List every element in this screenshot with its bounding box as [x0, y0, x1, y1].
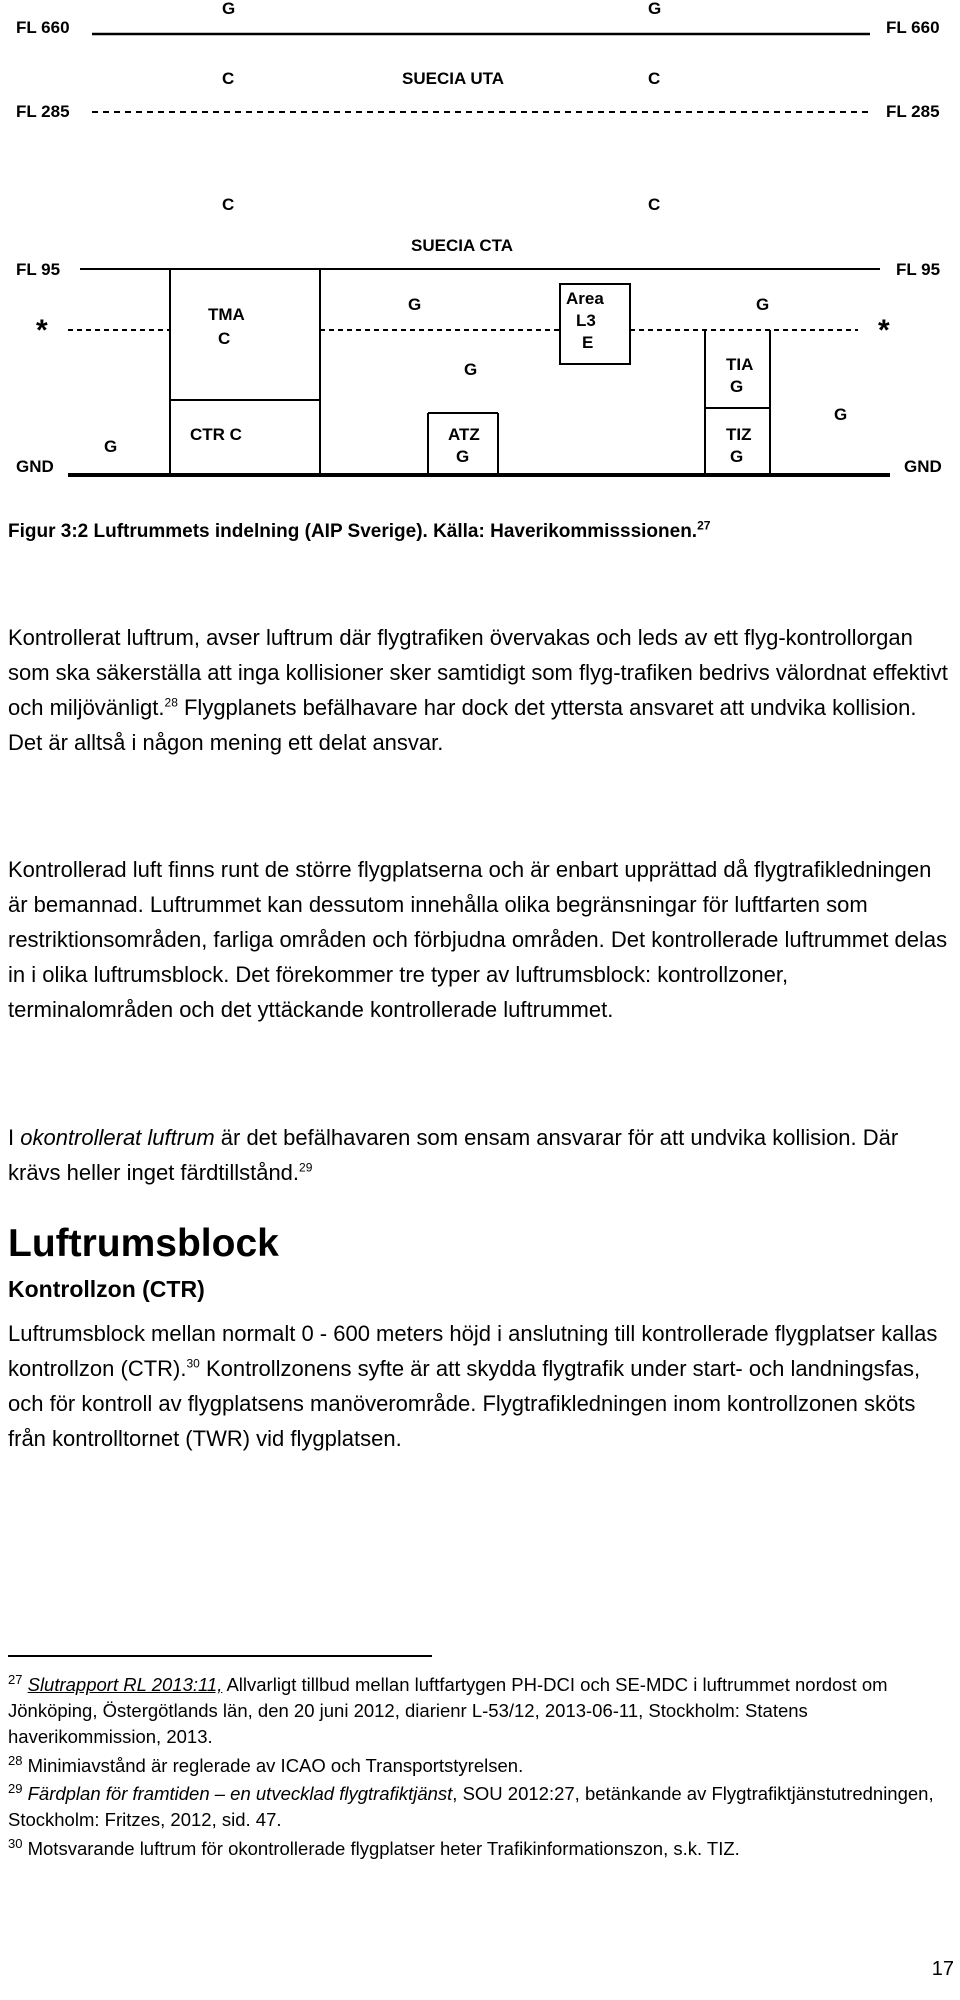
- label-fl95-right: FL 95: [896, 260, 941, 279]
- p1-text-a: Kontrollerat luftrum, avser luftrum där flygtrafiken övervakas och leds av ett flyg-kontrollorgan som ska säkerställa att inga kollisioner sker samtidigt som flyg-trafiken bedrivs välordnat effektivt och miljövänligt.: [8, 625, 948, 720]
- footnote-28-number: 28: [8, 1752, 23, 1768]
- label-suecia-cta: SUECIA CTA: [411, 236, 513, 255]
- label-c-uta-right: C: [648, 69, 661, 88]
- p3-text-b: är det befälhavaren som ensam ansvarar för att undvika kollision. Där krävs heller inget färdtillstånd.: [8, 1125, 899, 1185]
- label-g-mid: G: [464, 360, 478, 379]
- label-tma: TMA: [208, 305, 245, 324]
- label-asterisk-right: *: [878, 314, 890, 347]
- label-fl285-left: FL 285: [16, 102, 70, 121]
- caption-text: Figur 3:2 Luftrummets indelning (AIP Sverige). Källa: Haverikommisssionen.: [8, 521, 698, 542]
- label-g-top-right: G: [648, 0, 662, 18]
- label-g-cta-right: G: [756, 295, 770, 314]
- footnote-30-text: Motsvarande luftrum för okontrollerade flygplatser heter Trafikinformationszon, s.k. TIZ.: [27, 1838, 740, 1859]
- label-tiz-class: G: [730, 447, 744, 466]
- p3-text-a: I: [8, 1125, 21, 1150]
- footnote-29-number: 29: [8, 1780, 23, 1796]
- label-area: Area: [566, 289, 604, 308]
- footnote-27-text: Allvarligt tillbud mellan luftfartygen PH-DCI och SE-MDC i luftrummet nordost om Jönköping, Östergötlands län, den 20 juni 2012, diarienr L-53/12, 2013-06-11, Stockholm: Statens haverikommission, 2013.: [8, 1674, 888, 1747]
- label-fl285-right: FL 285: [886, 102, 940, 121]
- label-g-ground-left: G: [104, 437, 118, 456]
- label-gnd-right: GND: [904, 457, 942, 476]
- label-tiz: TIZ: [726, 425, 752, 444]
- footnote-ref-28: 28: [164, 695, 178, 710]
- page-number: 17: [931, 1958, 954, 1980]
- label-fl660-left: FL 660: [16, 18, 70, 37]
- label-c-cta-right: C: [648, 195, 661, 214]
- footnote-29-title: Färdplan för framtiden – en utvecklad flygtrafiktjänst: [27, 1783, 453, 1804]
- fl95-left-edge: [80, 269, 170, 400]
- label-c-uta-left: C: [222, 69, 235, 88]
- label-atz: ATZ: [448, 425, 480, 444]
- paragraph-uncontrolled-airspace: [8, 1120, 952, 1190]
- section-heading: Luftrumsblock: [8, 1222, 279, 1265]
- label-gnd-left: GND: [16, 457, 54, 476]
- label-fl660-right: FL 660: [886, 18, 940, 37]
- airspace-diagram-svg: [0, 0, 960, 500]
- paragraph-controlled-air: Kontrollerad luft finns runt de större flygplatserna och är enbart upprättad då flygtrafikledningen är bemannad. Luftrummet kan dessutom innehålla olika begränsningar för luftfarten som restriktionsområden, farliga områden och förbjudna områden. Det kontrollerade luftrummet delas in i olika luftrumsblock. Det förekommer tre typer av luftrumsblock: kontrollzoner, terminalområden och det yttäckande kontrollerade luftrummet.: [8, 857, 948, 1022]
- paragraph-controlled-airspace: [8, 620, 952, 760]
- caption-footnote-ref: 27: [697, 518, 711, 533]
- footnote-separator: [8, 1655, 432, 1657]
- label-g-right-low: G: [834, 405, 848, 424]
- figure-caption: [8, 518, 711, 543]
- footnote-29: [8, 1781, 952, 1833]
- p4-text-a: Luftrumsblock mellan normalt 0 - 600 meters höjd i anslutning till kontrollerade flygplatser kallas kontrollzon (CTR).: [8, 1321, 938, 1381]
- p4-text-b: Kontrollzonens syfte är att skydda flygtrafik under start- och landningsfas, och för kontroll av flygplatsens manöverområde. Flygtrafikledningen inom kontrollzonen sköts från kontrolltornet (TWR) vid flygplatsen.: [8, 1356, 921, 1451]
- label-fl95-left: FL 95: [16, 260, 61, 279]
- p3-emphasis: okontrollerat luftrum: [20, 1125, 215, 1150]
- p1-text-b: Flygplanets befälhavare har dock det yttersta ansvaret att undvika kollision. Det är alltså i någon mening ett delat ansvar.: [8, 695, 917, 755]
- label-c-cta-left: C: [222, 195, 235, 214]
- label-atz-class: G: [456, 447, 470, 466]
- paragraph-ctr: [8, 1316, 952, 1456]
- footnote-ref-30: 30: [186, 1356, 200, 1371]
- airspace-diagram: [0, 0, 960, 500]
- label-tia: TIA: [726, 355, 754, 374]
- footnote-28-text: Minimiavstånd är reglerade av ICAO och Transportstyrelsen.: [27, 1755, 524, 1776]
- footnote-30: [8, 1836, 952, 1862]
- footnote-27-number: 27: [8, 1671, 23, 1687]
- footnote-30-number: 30: [8, 1835, 23, 1851]
- footnote-27: [8, 1672, 952, 1750]
- footnote-ref-29: 29: [299, 1160, 313, 1175]
- label-asterisk-left: *: [36, 314, 48, 347]
- label-area-l3: L3: [576, 311, 596, 330]
- footnote-28: [8, 1753, 952, 1779]
- label-g-top-left: G: [222, 0, 236, 18]
- footnote-27-title: Slutrapport RL 2013:11,: [27, 1674, 223, 1695]
- footnote-29-text: , SOU 2012:27, betänkande av Flygtrafiktjänstutredningen, Stockholm: Fritzes, 2012, sid. 47.: [8, 1783, 934, 1830]
- label-tma-class: C: [218, 329, 231, 348]
- label-tia-class: G: [730, 377, 744, 396]
- label-g-cta-left: G: [408, 295, 422, 314]
- label-area-e: E: [582, 333, 594, 352]
- label-ctr: CTR C: [190, 425, 242, 444]
- label-suecia-uta: SUECIA UTA: [402, 69, 504, 88]
- subsection-heading: Kontrollzon (CTR): [8, 1276, 205, 1302]
